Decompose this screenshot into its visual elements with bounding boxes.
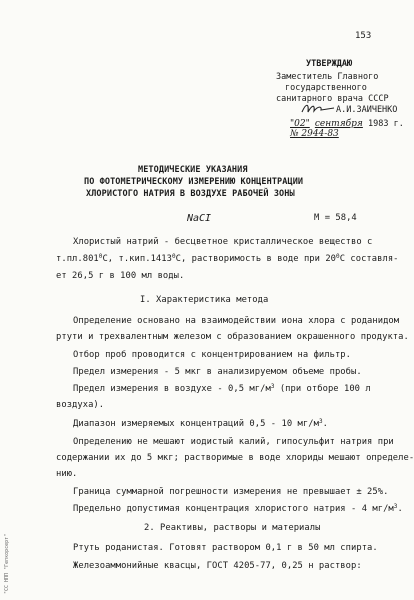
approval-number: № 2944-83 [290,129,339,139]
paragraph-line: Ртуть роданистая. Готовят раствором 0,1 г в 50 мл спирта. [73,543,378,553]
page-number: 153 [355,31,372,41]
paragraph-line: ртути и трехвалентным железом с образованием окрашенного продукта. [56,332,409,342]
intro-line: Хлористый натрий - бесцветное кристаллическое вещество с [73,237,373,247]
approval-date-month: сентября [314,119,363,129]
approval-line: государственного [285,83,367,93]
approval-line: Заместитель Главного [276,72,379,82]
paragraph-line: Предел измерения в воздухе - 0,5 $мг/м^3$ (при отборе 100 л [73,383,371,394]
paragraph-line: содержании их до 5 мкг; растворимые в воде хлориды мешают определе- [56,453,414,463]
paragraph-line: воздуха). [56,400,105,410]
paragraph-line: нию. [56,469,78,479]
section-heading: I. Характеристика метода [140,295,269,305]
approval-line: санитарного врача СССР [276,94,389,104]
approval-date-day: "02" [290,119,310,129]
side-stamp: "СС НПП "Гепкорсерт" [4,533,10,594]
approval-header: УТВЕРЖДАЮ [306,59,353,69]
paragraph-line: Железоаммонийные квасцы, ГОСТ 4205-77, 0,25 н раствор: [73,561,362,571]
approval-signer: А.И.ЗАИЧЕНКО [336,105,398,115]
approval-date-year: 1983 г. [368,119,404,129]
document-title-line: МЕТОДИЧЕСКИЕ УКАЗАНИЯ [138,165,248,175]
paragraph-line: Определение основано на взаимодействии иона хлора с роданидом [73,316,400,326]
document-title-line: ХЛОРИСТОГО НАТРИЯ В ВОЗДУХЕ РАБОЧЕЙ ЗОНЫ [86,189,295,199]
paragraph-line: Отбор проб проводится с концентрированием на фильтр. [73,350,352,360]
chemical-formula: NaCI [187,213,212,224]
paragraph-line: Предел измерения - 5 мкг в анализируемом объеме пробы. [73,367,362,377]
section-heading: 2. Реактивы, растворы и материалы [144,523,321,533]
paragraph-line: Определению не мешают иодистый калий, гипосульфит натрия при [73,437,394,447]
intro-line: т.пл.801$^0$С, т.кип.1413$^0$С, растворимость в воде при $20^0С$ составля- [56,253,399,264]
document-title-line: ПО ФОТОМЕТРИЧЕСКОМУ ИЗМЕРЕНИЮ КОНЦЕНТРАЦИИ [84,177,304,187]
signature-image [300,101,336,116]
intro-line: ет 26,5 г в 100 мл воды. [56,271,185,281]
molar-mass: М = 58,4 [314,213,357,223]
paragraph-line: Граница суммарной погрешности измерения не превышает ± 25%. [73,487,389,497]
paragraph-line: Предельно допустимая концентрация хлористого натрия - 4 $мг/м^3$. [73,503,403,514]
paragraph-line: Диапазон измеряемых концентраций 0,5 - 10 $мг/м^3$. [73,418,328,429]
